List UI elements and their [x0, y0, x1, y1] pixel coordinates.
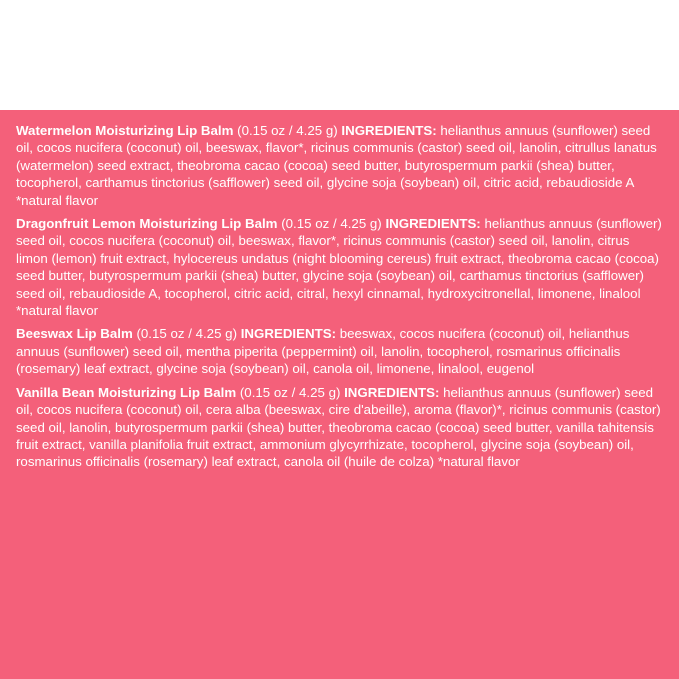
product-size: (0.15 oz / 4.25 g) — [136, 326, 237, 342]
ingredients-text: beeswax, cocos nucifera (coconut) oil, helianthus annuus (sunflower) seed oil, mentha piperita (peppermint) oil, lanolin, tocopherol, rosmarinus officinalis (rosemary) leaf extract, glycine soja (soybean) oil, canola oil, limonene, linalool, eugenol — [16, 326, 630, 377]
product-entry — [16, 384, 663, 471]
ingredients-note: *natural flavor — [16, 303, 99, 319]
product-entry — [16, 122, 663, 209]
product-entry — [16, 325, 663, 377]
ingredients-label: INGREDIENTS: — [344, 384, 440, 400]
ingredients-panel — [0, 110, 679, 679]
ingredients-text: helianthus annuus (sunflower) seed oil, cocos nucifera (coconut) oil, beeswax, flavor*, ricinus communis (castor) seed oil, lanolin, citrullus lanatus (watermelon) seed extract, theobroma cacao (cocoa) seed butter, butyrospermum parkii (shea) butter, tocopherol, carthamus tinctorius (safflower) seed oil, glycine soja (soybean) oil, citric acid, rebaudioside A — [16, 123, 657, 191]
product-name: Dragonfruit Lemon Moisturizing Lip Balm — [16, 216, 278, 232]
ingredients-label: INGREDIENTS: — [385, 216, 481, 232]
product-size: (0.15 oz / 4.25 g) — [237, 123, 338, 138]
ingredients-note: *natural flavor — [437, 454, 520, 470]
product-size: (0.15 oz / 4.25 g) — [281, 216, 382, 232]
ingredients-text: helianthus annuus (sunflower) seed oil, cocos nucifera (coconut) oil, beeswax, flavor*, ricinus communis (castor) seed oil, lanolin, citrus limon (lemon) fruit extract, hylocereus undatus (night blooming cereus) fruit extract, theobroma cacao (cocoa) seed butter, butyrospermum parkii (shea) butter, glycine soja (soybean) oil, carthamus tinctorius (safflower) seed oil, rebaudioside A, tocopherol, citric acid, citral, hexyl cinnamal, hydroxycitronellal, limonene, linalool — [16, 216, 662, 301]
ingredients-label: INGREDIENTS: — [341, 123, 437, 138]
product-entry — [16, 215, 663, 319]
product-name: Watermelon Moisturizing Lip Balm — [16, 123, 234, 138]
ingredients-note: *natural flavor — [16, 192, 99, 208]
product-name: Beeswax Lip Balm — [16, 326, 133, 342]
ingredients-label: INGREDIENTS: — [240, 326, 337, 342]
ingredients-text: helianthus annuus (sunflower) seed oil, cocos nucifera (coconut) oil, cera alba (beeswax, cire d'abeille), aroma (flavor)*, ricinus communis (castor) seed oil, lanolin, butyrospermum parkii (shea) butter, theobroma cacao (cocoa) seed butter, vanilla tahitensis fruit extract, vanilla planifolia fruit extract, ammonium glycyrrhizate, tocopherol, glycine soja (soybean) oil, rosmarinus officinalis (rosemary) leaf extract, canola oil (huile de colza) — [16, 384, 661, 470]
product-size: (0.15 oz / 4.25 g) — [239, 384, 341, 400]
product-name: Vanilla Bean Moisturizing Lip Balm — [16, 384, 237, 400]
